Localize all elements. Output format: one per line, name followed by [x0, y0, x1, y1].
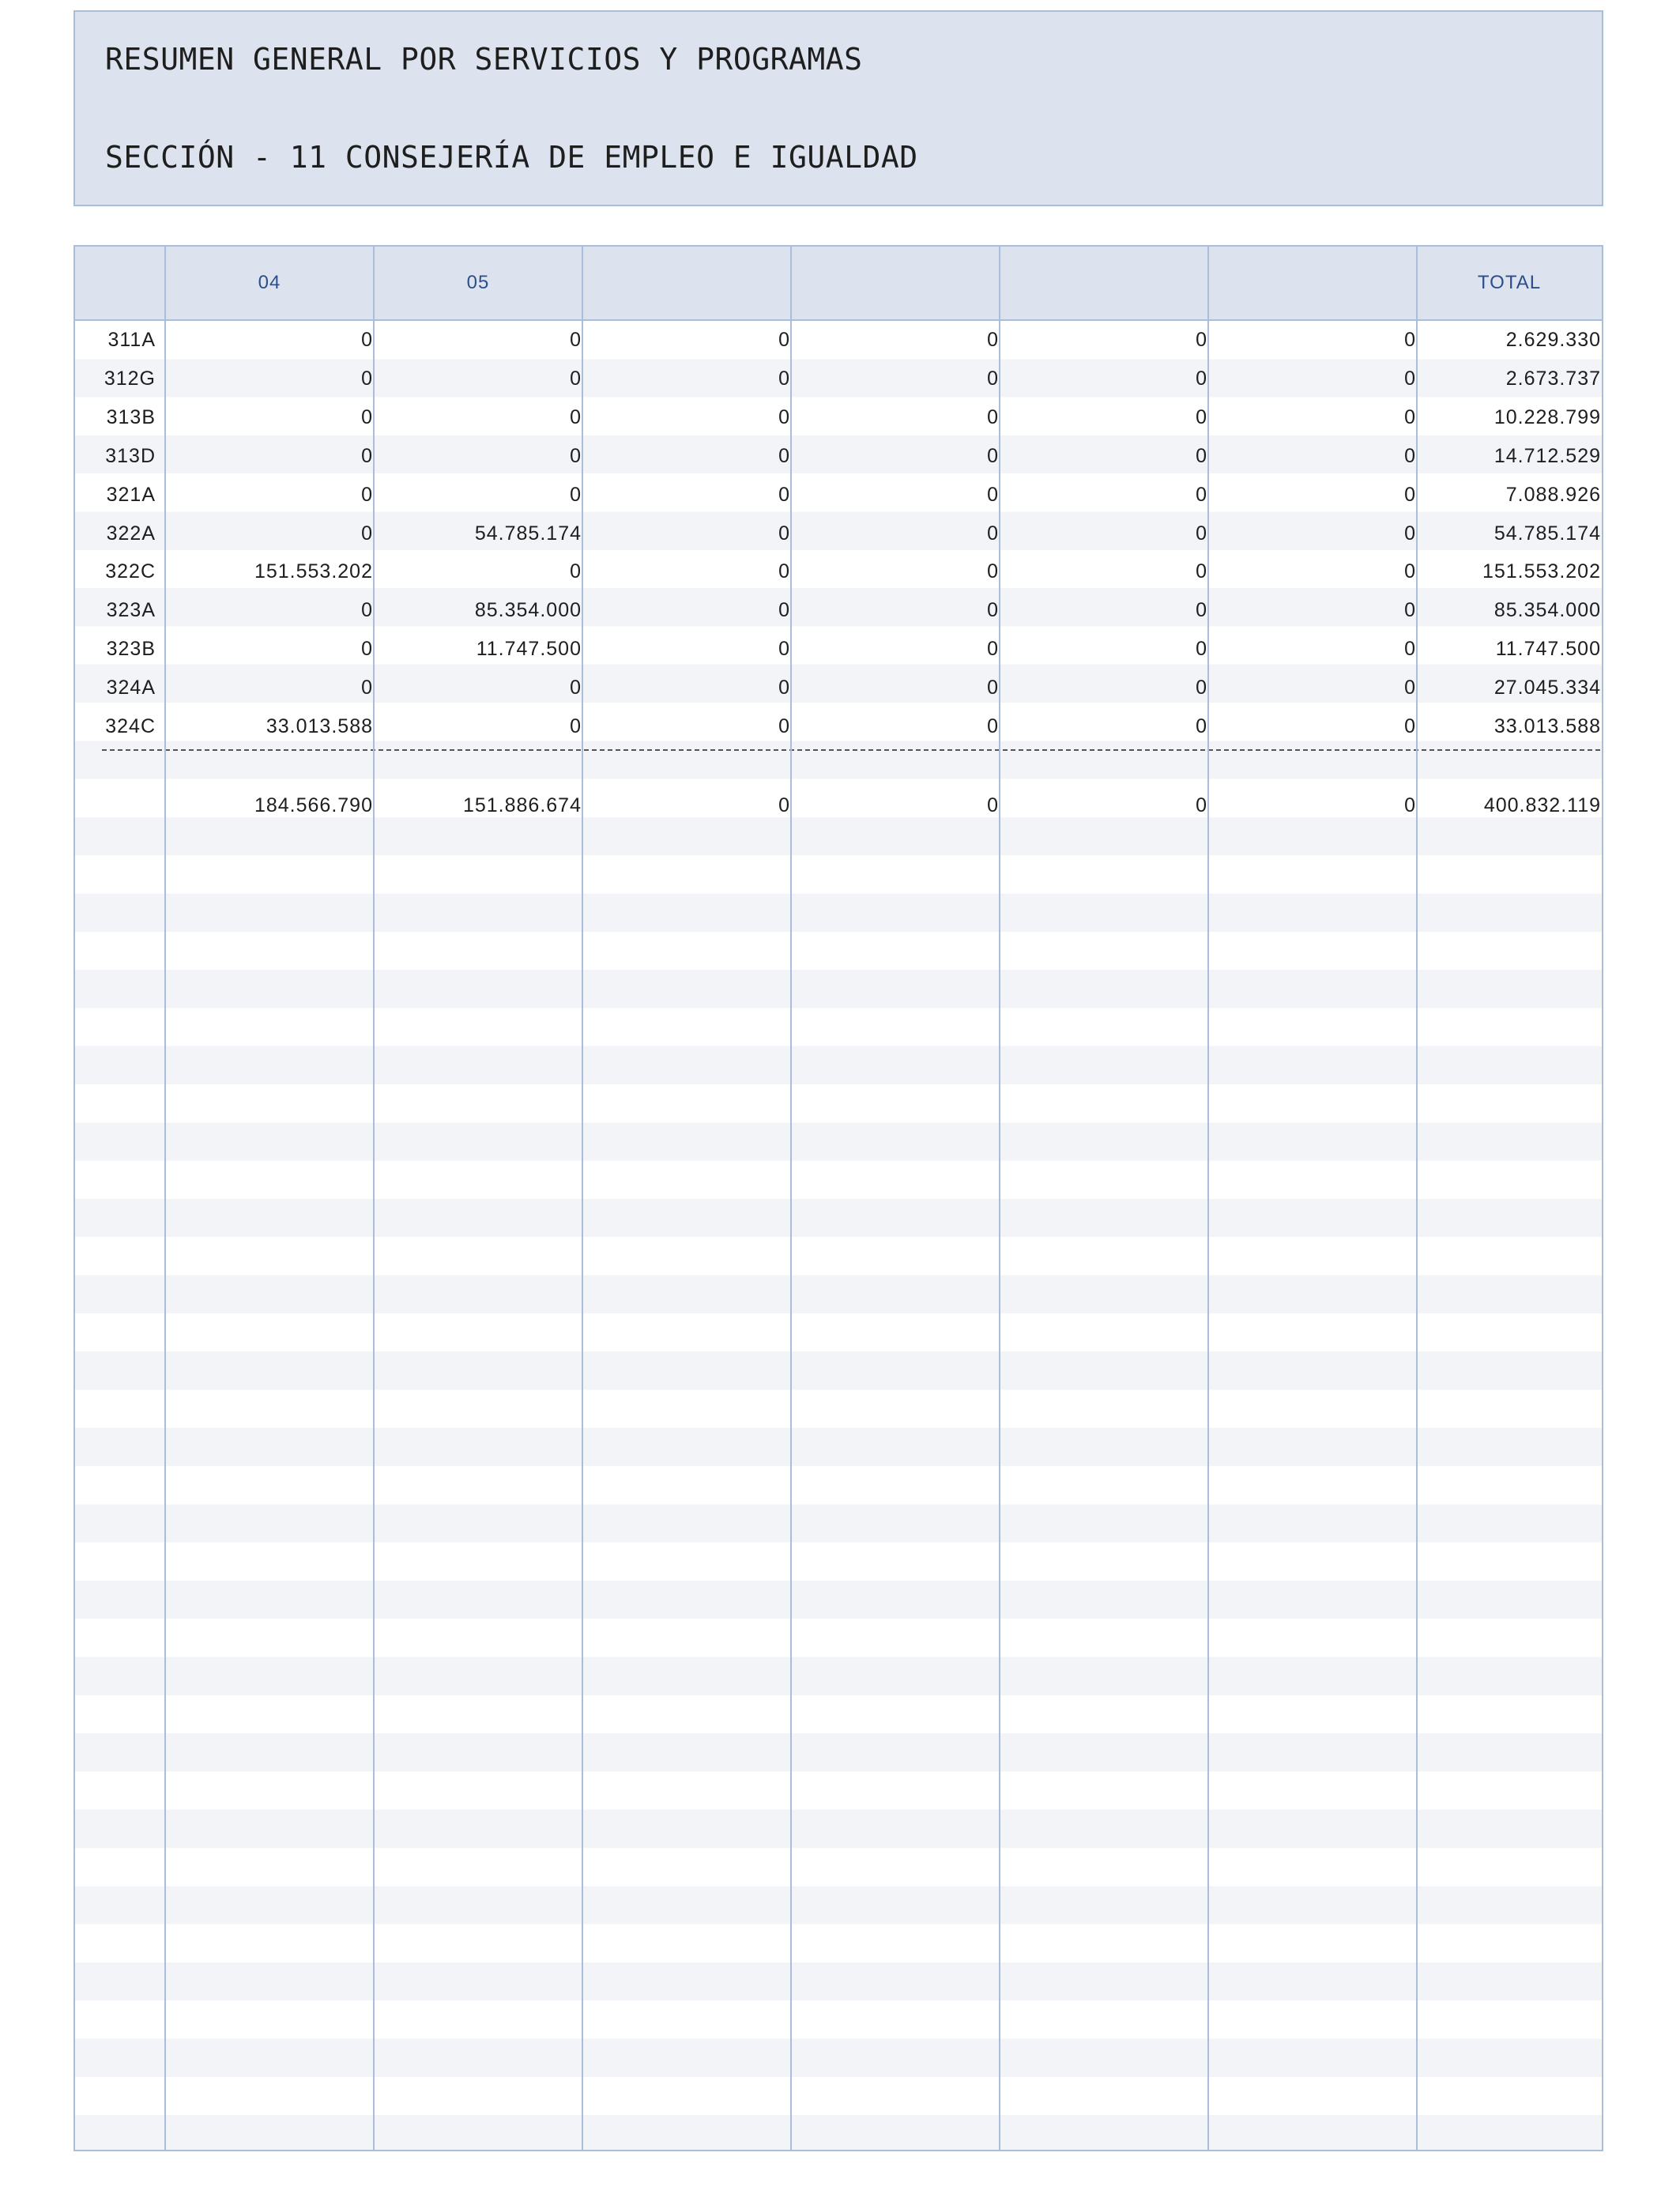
amount-cell: 0 — [987, 483, 999, 506]
column-header: 04 — [258, 272, 281, 293]
amount-cell: 0 — [778, 405, 790, 428]
amount-cell: 0 — [987, 560, 999, 583]
amount-cell: 0 — [778, 715, 790, 737]
amount-cell: 0 — [570, 560, 582, 583]
amount-cell: 0 — [570, 329, 582, 351]
amount-cell: 0 — [987, 329, 999, 351]
total-cell: 7.088.926 — [1505, 483, 1601, 506]
column-divider — [790, 247, 792, 2151]
program-code: 322C — [105, 560, 156, 583]
program-code: 324C — [105, 715, 156, 737]
column-divider — [999, 247, 1000, 2151]
amount-cell: 0 — [570, 677, 582, 699]
amount-cell: 0 — [361, 638, 373, 661]
total-cell: 27.045.334 — [1494, 677, 1601, 699]
amount-cell: 0 — [570, 444, 582, 467]
column-header: TOTAL — [1477, 272, 1542, 293]
amount-cell: 0 — [778, 483, 790, 506]
amount-cell: 0 — [987, 715, 999, 737]
total-separator — [102, 749, 1600, 751]
amount-cell: 0 — [1196, 599, 1207, 622]
table-header — [75, 247, 1602, 321]
program-code: 323B — [106, 638, 156, 661]
amount-cell: 0 — [778, 367, 790, 390]
amount-cell: 0 — [1196, 638, 1207, 661]
amount-cell: 0 — [987, 405, 999, 428]
amount-cell: 0 — [778, 599, 790, 622]
table-row — [75, 630, 1602, 668]
amount-cell: 54.785.174 — [474, 522, 582, 545]
amount-cell: 0 — [1404, 329, 1416, 351]
column-header — [582, 247, 791, 319]
amount-cell: 0 — [778, 444, 790, 467]
amount-cell: 85.354.000 — [474, 599, 582, 622]
total-cell: 10.228.799 — [1494, 405, 1601, 428]
column-divider — [1207, 247, 1209, 2151]
amount-cell: 0 — [1404, 367, 1416, 390]
section-title: SECCIÓN - 11 CONSEJERÍA DE EMPLEO E IGUALDAD — [105, 140, 918, 175]
program-code: 324A — [106, 677, 156, 699]
total-cell: 11.747.500 — [1495, 638, 1601, 661]
amount-cell: 0 — [778, 638, 790, 661]
table-row — [75, 321, 1602, 359]
table-row — [75, 669, 1602, 707]
column-header: 05 — [466, 272, 490, 293]
amount-cell: 0 — [570, 715, 582, 737]
amount-cell: 0 — [361, 599, 373, 622]
total-cell: 33.013.588 — [1494, 715, 1601, 737]
amount-cell: 0 — [361, 329, 373, 351]
column-header — [1208, 247, 1417, 319]
amount-cell: 0 — [1404, 483, 1416, 506]
total-cell: 54.785.174 — [1494, 522, 1601, 545]
amount-cell: 0 — [1196, 444, 1207, 467]
amount-cell: 0 — [987, 522, 999, 545]
amount-cell: 0 — [987, 444, 999, 467]
total-cell: 14.712.529 — [1494, 444, 1601, 467]
program-code — [75, 786, 156, 824]
table-row — [75, 552, 1602, 590]
total-cell: 400.832.119 — [1483, 794, 1601, 816]
program-code: 311A — [107, 329, 156, 351]
amount-cell: 33.013.588 — [266, 715, 373, 737]
amount-cell: 0 — [1404, 599, 1416, 622]
table-row — [75, 360, 1602, 398]
summary-table — [73, 245, 1603, 2151]
amount-cell: 0 — [1404, 677, 1416, 699]
program-code: 321A — [106, 483, 156, 506]
amount-cell: 0 — [1404, 638, 1416, 661]
table-row — [75, 437, 1602, 475]
amount-cell: 0 — [1196, 522, 1207, 545]
amount-cell: 0 — [1196, 483, 1207, 506]
amount-cell: 0 — [987, 638, 999, 661]
amount-cell: 0 — [987, 599, 999, 622]
column-header — [75, 247, 165, 319]
table-row — [75, 476, 1602, 514]
amount-cell: 0 — [361, 522, 373, 545]
amount-cell: 0 — [1404, 522, 1416, 545]
total-cell: 85.354.000 — [1494, 599, 1601, 622]
amount-cell: 0 — [1404, 560, 1416, 583]
totals-row — [75, 786, 1602, 824]
amount-cell: 0 — [1196, 329, 1207, 351]
column-divider — [1416, 247, 1418, 2151]
total-cell: 2.673.737 — [1505, 367, 1601, 390]
amount-cell: 0 — [1404, 715, 1416, 737]
table-row — [75, 707, 1602, 745]
column-divider — [164, 247, 166, 2151]
program-code: 312G — [104, 367, 156, 390]
amount-cell: 0 — [778, 677, 790, 699]
program-code: 322A — [106, 522, 156, 545]
amount-cell: 0 — [778, 794, 790, 816]
amount-cell: 0 — [361, 677, 373, 699]
amount-cell: 0 — [987, 794, 999, 816]
amount-cell: 151.553.202 — [254, 560, 373, 583]
amount-cell: 0 — [1196, 794, 1207, 816]
amount-cell: 151.886.674 — [462, 794, 582, 816]
amount-cell: 0 — [570, 367, 582, 390]
amount-cell: 0 — [361, 405, 373, 428]
amount-cell: 0 — [1404, 444, 1416, 467]
amount-cell: 0 — [1196, 560, 1207, 583]
amount-cell: 0 — [987, 677, 999, 699]
column-divider — [582, 247, 583, 2151]
amount-cell: 0 — [987, 367, 999, 390]
amount-cell: 0 — [778, 522, 790, 545]
report-header — [73, 10, 1603, 206]
table-row — [75, 591, 1602, 629]
program-code: 313B — [106, 405, 156, 428]
amount-cell: 0 — [1404, 405, 1416, 428]
table-row — [75, 515, 1602, 552]
report-title: RESUMEN GENERAL POR SERVICIOS Y PROGRAMAS — [105, 42, 863, 77]
amount-cell: 0 — [570, 405, 582, 428]
amount-cell: 0 — [361, 444, 373, 467]
total-cell: 2.629.330 — [1505, 329, 1601, 351]
amount-cell: 0 — [1196, 715, 1207, 737]
amount-cell: 0 — [1404, 794, 1416, 816]
amount-cell: 0 — [1196, 677, 1207, 699]
amount-cell: 0 — [361, 367, 373, 390]
amount-cell: 0 — [778, 560, 790, 583]
amount-cell: 184.566.790 — [254, 794, 373, 816]
table-row — [75, 398, 1602, 436]
total-cell: 151.553.202 — [1482, 560, 1601, 583]
program-code: 323A — [106, 599, 156, 622]
amount-cell: 0 — [570, 483, 582, 506]
column-divider — [373, 247, 375, 2151]
amount-cell: 11.747.500 — [476, 638, 582, 661]
column-header — [791, 247, 1000, 319]
amount-cell: 0 — [1196, 405, 1207, 428]
amount-cell: 0 — [361, 483, 373, 506]
column-header — [1000, 247, 1208, 319]
amount-cell: 0 — [778, 329, 790, 351]
amount-cell: 0 — [1196, 367, 1207, 390]
program-code: 313D — [105, 444, 156, 467]
